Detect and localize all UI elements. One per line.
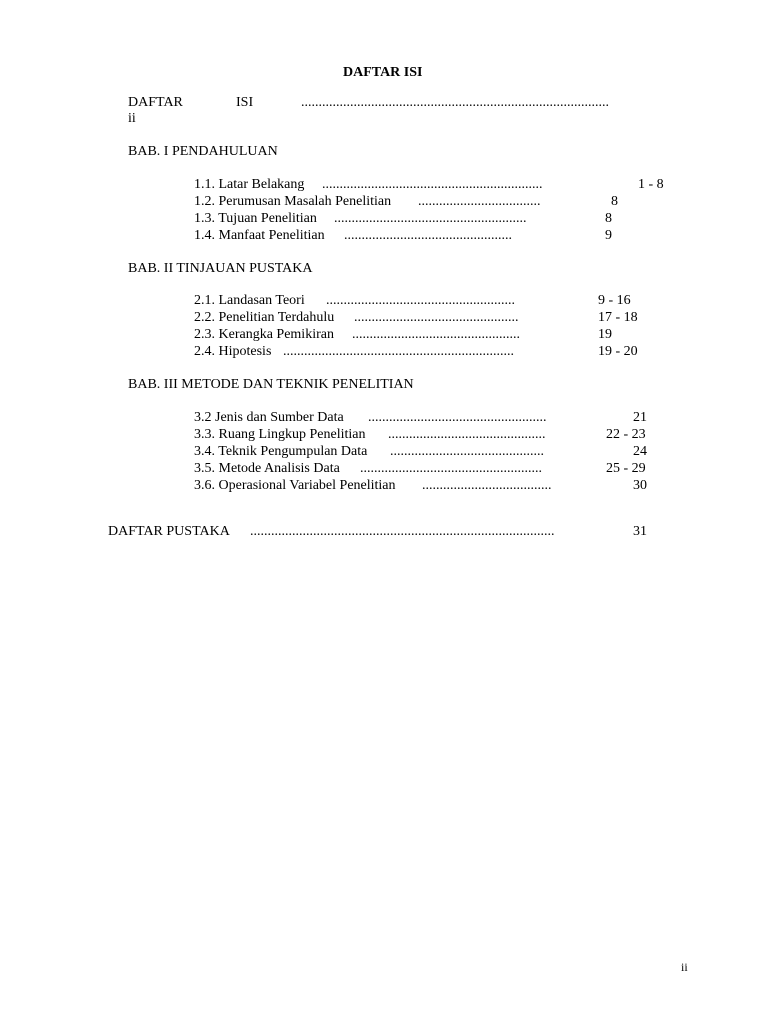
toc-entry-dots: ............................................... (354, 310, 519, 325)
toc-entry-dots: ............................................ (390, 444, 544, 459)
toc-entry-page: 21 (633, 410, 647, 425)
bab3-heading: BAB. III METODE DAN TEKNIK PENELITIAN (128, 377, 414, 392)
toc-entry-page: 19 (598, 327, 612, 342)
daftar-pustaka-label: DAFTAR PUSTAKA (108, 524, 230, 539)
toc-entry-label: 2.1. Landasan Teori (194, 293, 305, 308)
toc-entry-label: 3.4. Teknik Pengumpulan Data (194, 444, 368, 459)
toc-entry-label: 3.5. Metode Analisis Data (194, 461, 340, 476)
toc-entry-dots: ................................................ (344, 228, 512, 243)
toc-entry-dots: ................................................... (368, 410, 547, 425)
toc-entry-dots: ..................................... (422, 478, 552, 493)
toc-entry-label: 1.1. Latar Belakang (194, 177, 305, 192)
toc-entry-dots: ...................................................... (326, 293, 515, 308)
toc-entry-dots: ............................................. (388, 427, 546, 442)
toc-self-word1: DAFTAR (128, 95, 183, 110)
toc-entry-label: 3.2 Jenis dan Sumber Data (194, 410, 344, 425)
bab2-heading: BAB. II TINJAUAN PUSTAKA (128, 261, 313, 276)
toc-entry-page: 8 (611, 194, 618, 209)
toc-self-page: ii (128, 111, 136, 126)
toc-entry-page: 9 - 16 (598, 293, 631, 308)
toc-entry-page: 25 - 29 (606, 461, 646, 476)
toc-entry-page: 17 - 18 (598, 310, 638, 325)
toc-entry-dots: ................................................ (352, 327, 520, 342)
page-title: DAFTAR ISI (343, 65, 423, 80)
toc-entry-dots: ............................................................... (322, 177, 543, 192)
daftar-pustaka-dots: ....................................................................................... (250, 524, 555, 539)
toc-entry-dots: ................................... (418, 194, 541, 209)
toc-entry-label: 3.6. Operasional Variabel Penelitian (194, 478, 396, 493)
toc-entry-dots: .................................................................. (283, 344, 514, 359)
toc-self-word2: ISI (236, 95, 254, 110)
toc-entry-label: 2.3. Kerangka Pemikiran (194, 327, 334, 342)
toc-entry-label: 2.2. Penelitian Terdahulu (194, 310, 335, 325)
toc-entry-label: 1.4. Manfaat Penelitian (194, 228, 325, 243)
toc-entry-label: 1.3. Tujuan Penelitian (194, 211, 317, 226)
toc-entry-page: 30 (633, 478, 647, 493)
toc-entry-page: 1 - 8 (638, 177, 664, 192)
toc-entry-dots: .................................................... (360, 461, 542, 476)
daftar-pustaka-page: 31 (633, 524, 647, 539)
toc-entry-dots: ....................................................... (334, 211, 527, 226)
toc-entry-page: 9 (605, 228, 612, 243)
toc-entry-page: 22 - 23 (606, 427, 646, 442)
footer-page-number: ii (681, 960, 688, 974)
toc-entry-page: 24 (633, 444, 647, 459)
toc-entry-label: 1.2. Perumusan Masalah Penelitian (194, 194, 392, 209)
bab1-heading: BAB. I PENDAHULUAN (128, 144, 278, 159)
toc-entry-page: 8 (605, 211, 612, 226)
toc-entry-label: 2.4. Hipotesis (194, 344, 272, 359)
toc-self-dots: ........................................................................................ (301, 95, 609, 110)
toc-entry-label: 3.3. Ruang Lingkup Penelitian (194, 427, 366, 442)
toc-entry-page: 19 - 20 (598, 344, 638, 359)
